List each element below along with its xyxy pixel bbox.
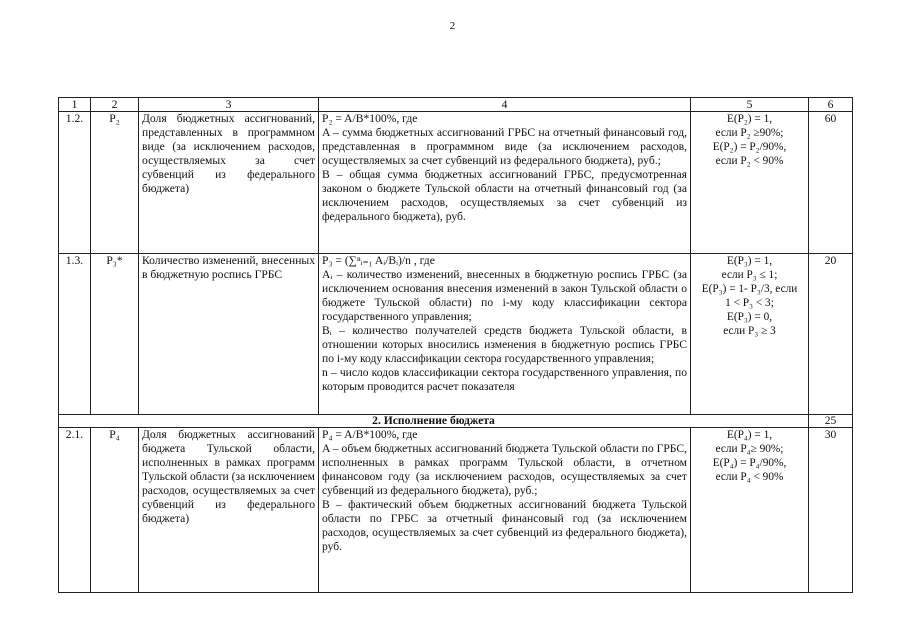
formula-line: Aᵢ – количество изменений, внесенных в бюджетную роспись ГРБС (за исключением основания внесения изменений в закон Тульской области о бюджете Тульской области) по i-му коду классификации сектора государственного управления;: [322, 268, 687, 323]
indicator-name: Количество изменений, внесенных в бюджетную роспись ГРБС: [139, 254, 319, 415]
table-row: [59, 254, 853, 415]
indicator-evaluation: [691, 428, 809, 593]
header-cell-6: 6: [809, 98, 853, 112]
evaluation-line: E(P₃) = 1- P₃/3, если: [701, 283, 798, 295]
formula-line: B – общая сумма бюджетных ассигнований ГРБС, предусмотренная законом о бюджете Тульской области на отчетный финансовый год (за исключением расходов, осуществляемых за счет субвенций из федерального бюджета), руб.: [322, 168, 687, 223]
indicator-formula: [319, 254, 691, 415]
table-row: [59, 428, 853, 593]
header-cell-2: 2: [91, 98, 139, 112]
page-number: 2: [449, 20, 456, 32]
criteria-table: [58, 97, 853, 593]
evaluation-line: E(P₃) = 0,: [726, 311, 773, 323]
evaluation-line: если P₄ < 90%: [715, 471, 784, 483]
indicator-evaluation: [691, 254, 809, 415]
indicator-evaluation: [691, 112, 809, 254]
table-row: [59, 112, 853, 254]
indicator-code: P₃*: [91, 254, 139, 415]
evaluation-line: 1 < P₃ < 3;: [725, 297, 774, 309]
section-row: [59, 415, 853, 428]
section-title: 2. Исполнение бюджета: [59, 415, 809, 428]
header-row: [59, 98, 853, 112]
row-number: 2.1.: [59, 428, 91, 593]
formula-line: P₂ = A/B*100%, где: [322, 112, 418, 125]
evaluation-line: E(P₂) = 1,: [726, 113, 773, 125]
header-cell-4: 4: [319, 98, 691, 112]
formula-line: A – объем бюджетных ассигнований бюджета Тульской области по ГРБС, исполненных в рамках программ Тульской области, в отчетном финансовом году (за исключением расходов, осуществляемых за счет субвенций из федерального бюджета), руб.;: [322, 442, 687, 497]
indicator-weight: 20: [809, 254, 853, 415]
indicator-formula: [319, 428, 691, 593]
evaluation-line: если P₃ ≥ 3: [723, 325, 776, 337]
header-cell-1: 1: [59, 98, 91, 112]
indicator-weight: 60: [809, 112, 853, 254]
section-weight: 25: [809, 415, 853, 428]
evaluation-line: E(P₄) = 1,: [726, 429, 773, 441]
evaluation-line: если P₂ ≥90%;: [715, 127, 784, 139]
header-cell-3: 3: [139, 98, 319, 112]
row-number: 1.3.: [59, 254, 91, 415]
formula-line: Bᵢ – количество получателей средств бюджета Тульской области, в отношении которых вносились изменения в бюджетную роспись ГРБС по i-му коду классификации сектора государственного управления;: [322, 324, 687, 365]
indicator-formula: [319, 112, 691, 254]
formula-line: A – сумма бюджетных ассигнований ГРБС на отчетный финансовый год, представленная в программном виде (за исключением расходов, осуществляемых за счет субвенций из федерального бюджета), руб.;: [322, 126, 687, 167]
evaluation-line: если P₃ ≤ 1;: [721, 269, 778, 281]
indicator-code: P₂: [91, 112, 139, 254]
indicator-name: Доля бюджетных ассигнований бюджета Тульской области, исполненных в рамках программ Тульской области (за исключением расходов, осуществляемых за счет субвенций из федерального бюджета): [139, 428, 319, 593]
formula-line: P₄ = A/B*100%, где: [322, 428, 418, 441]
header-cell-5: 5: [691, 98, 809, 112]
evaluation-line: E(P₃) = 1,: [726, 255, 773, 267]
formula-line: B – фактический объем бюджетных ассигнований бюджета Тульской области по ГРБС за отчетный финансовый год (за исключением расходов, осуществляемых за счет субвенций из федерального бюджета), руб.: [322, 498, 687, 553]
evaluation-line: E(P₄) = P₄/90%,: [712, 457, 787, 469]
indicator-name: Доля бюджетных ассигнований, представленных в программном виде (за исключением расходов, осуществляемых за счет субвенций из федерального бюджета): [139, 112, 319, 254]
evaluation-line: если P₄≥ 90%;: [715, 443, 784, 455]
indicator-code: P₄: [91, 428, 139, 593]
evaluation-line: E(P₂) = P₂/90%,: [712, 141, 787, 153]
indicator-weight: 30: [809, 428, 853, 593]
row-number: 1.2.: [59, 112, 91, 254]
formula-line: P₃ = (∑ⁿᵢ₌₁ Aᵢ/Bᵢ)/n , где: [322, 254, 435, 267]
formula-line: n – число кодов классификации сектора государственного управления, по которым проводится расчет показателя: [322, 366, 687, 393]
evaluation-line: если P₂ < 90%: [715, 155, 784, 167]
